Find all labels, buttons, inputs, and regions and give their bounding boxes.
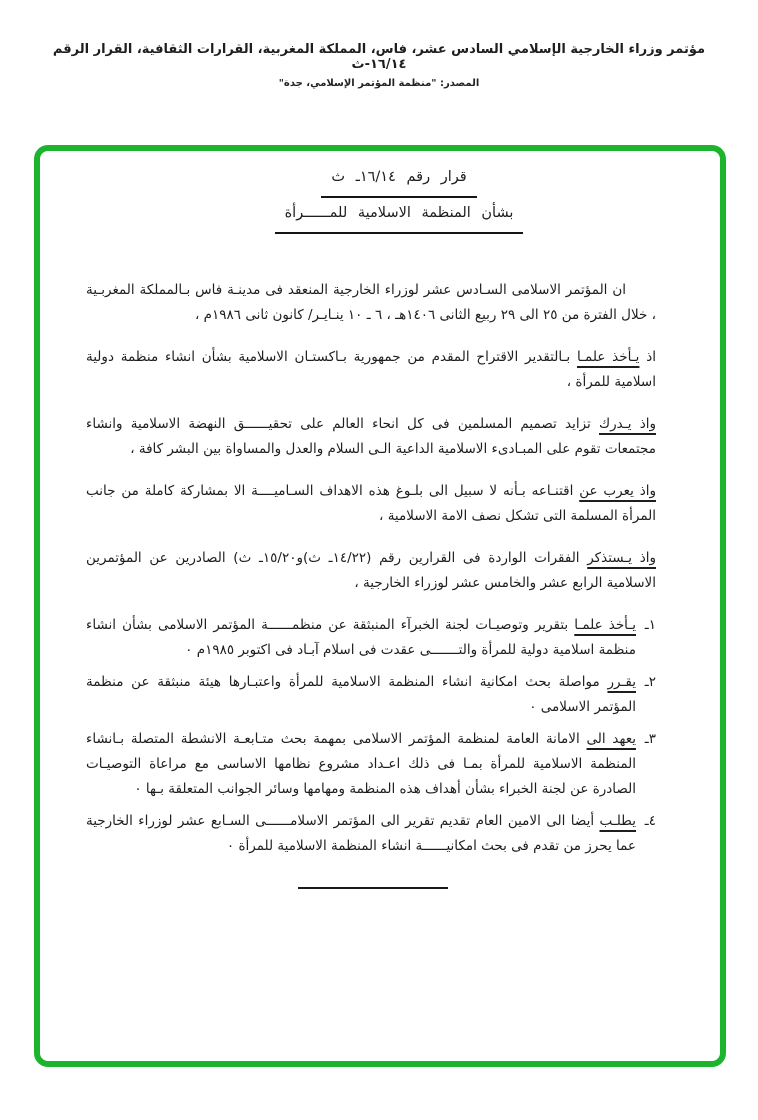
paragraph-text: بـالتقدير الاقتراح المقدم من جمهورية بـاكستـان الاسلامية بشأن انشاء منظمة دولية اسلامية للمرأة ، — [86, 349, 656, 390]
paragraph-underlined-lead: واذ يـستذكر — [587, 550, 656, 566]
paragraph-lead-pre: اذ — [639, 349, 656, 365]
resolution-number-title: قرار رقم ١٦/١٤ـ ث — [321, 165, 476, 198]
item-text — [86, 613, 636, 663]
preamble-paragraph-3 — [86, 412, 656, 462]
end-of-resolution-divider — [298, 887, 448, 889]
paragraph-text: الفقرات الواردة فى القرارين رقم (١٤/٢٢ـ ث)و١٥/٢٠ـ ث) الصادرين عن المؤتمرين الاسلامية الرابع عشر والخامس عشر لوزراء الخارجية ، — [86, 550, 656, 591]
preamble-paragraph-4 — [86, 479, 656, 529]
item-text — [86, 809, 636, 859]
resolution-item-2 — [86, 670, 656, 720]
item-number: ٤ـ — [644, 813, 656, 829]
paragraph-underlined-lead: واذ يـدرك — [599, 416, 656, 432]
paragraph-text: اقتنـاعه بـأنه لا سبيل الى بلـوغ هذه الاهداف السـاميــــة الا بمشاركة كاملة من جانب المرأة المسلمة التى تشكل نصف الامة الاسلامية ، — [86, 483, 656, 524]
resolution-number-line — [114, 165, 684, 198]
resolution-item-1 — [86, 613, 656, 663]
item-underlined-lead: يقـرر — [607, 674, 636, 690]
paragraph-underlined-lead: واذ يعرب عن — [579, 483, 656, 499]
document-header-title: مؤتمر وزراء الخارجية الإسلامي السادس عشر، فاس، المملكة المغربية، القرارات الثقافية، القرار الرقم ١٦/١٤-ث — [52, 42, 706, 72]
resolution-item-3 — [86, 727, 656, 802]
item-body-text: مواصلة بحث امكانية انشاء المنظمة الاسلامية للمرأة واعتبـارها هيئة منبثقة عن منظمة المؤتمر الاسلامى ٠ — [86, 674, 636, 715]
item-text — [86, 727, 636, 802]
paragraph-text: تزايد تصميم المسلمين فى كل انحاء العالم على تحقيــــــق النهضة الاسلامية وانشاء مجتمعات تقوم على المبـادىء الاسلامية الداعية الـى السلام والعدل والمساواة بين البشر كافة ، — [86, 416, 656, 457]
item-number: ٣ـ — [644, 731, 656, 747]
preamble-paragraph-2 — [86, 345, 656, 395]
paragraph-underlined-lead: يـأخذ علمـا — [576, 349, 640, 365]
item-body-text: بتقرير وتوصيـات لجنة الخبرآء المنبثقة عن منظمــــــة المؤتمر الاسلامى بشأن انشاء منظمة اسلامية دولية للمرأة والتـــــــى عقدت فى اسلام آبـاد فى اكتوبر ١٩٨٥م ٠ — [86, 617, 636, 658]
resolution-subject-title: بشأن المنظمة الاسلامية للمــــــرأة — [275, 201, 524, 234]
item-body-text: أيضا الى الامين العام تقديم تقرير الى المؤتمر الاسلامــــــى السـابع عشر لوزراء الخارجية عما يحرز من تقدم فى بحث امكانيــــــة انشاء المنظمة الاسلامية للمرأة ٠ — [86, 813, 636, 854]
item-underlined-lead: يعهد الى — [586, 731, 636, 747]
item-number: ١ـ — [644, 617, 656, 633]
item-text — [86, 670, 636, 720]
resolution-document — [40, 151, 720, 889]
resolution-subject-line — [114, 201, 684, 234]
operative-items-list — [86, 613, 656, 859]
preamble-paragraph-5 — [86, 546, 656, 596]
document-source-line: المصدر: "منظمة المؤتمر الإسلامي، جدة" — [278, 78, 480, 89]
item-underlined-lead: يطلـب — [599, 813, 636, 829]
paragraph-text: ان المؤتمر الاسلامى السـادس عشر لوزراء الخارجية المنعقد فى مدينـة فاس بـالمملكة المغربـية ، خلال الفترة من ٢٥ الى ٢٩ ربيع الثانى ١٤٠٦هـ ، ٦ ـ ١٠ ينـايـر/ كانون ثانى ١٩٨٦م ، — [86, 282, 656, 323]
item-number: ٢ـ — [644, 674, 656, 690]
item-underlined-lead: يـأخذ علمـا — [574, 617, 636, 633]
item-body-text: الامانة العامة لمنظمة المؤتمر الاسلامى بمهمة بحث متـابعـة الانشطة المتصلة بـانشاء المنظمة الاسلامية للمرأة بمـا فى ذلك اعـداد مشروع نظامها الاساسى مع مراعاة التوصيـات الصادرة عن لجنة الخبراء بشأن أهداف هذه المنظمة ومهامها وسائر الجوانب المتعلقة بـها ٠ — [86, 731, 636, 797]
resolution-item-4 — [86, 809, 656, 859]
preamble-paragraph-1 — [86, 278, 656, 328]
resolution-title-block — [114, 165, 684, 234]
scanned-page-green-border — [34, 145, 726, 1067]
